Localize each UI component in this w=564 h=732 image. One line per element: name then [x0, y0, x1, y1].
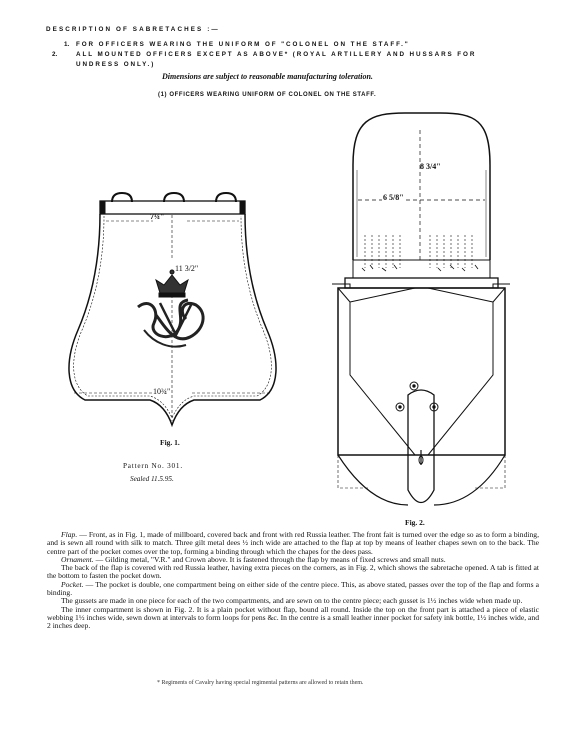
pattern-number: Pattern No. 301.: [123, 462, 183, 470]
section-subtitle: (1) OFFICERS WEARING UNIFORM OF COLONEL ON THE STAFF.: [158, 92, 377, 98]
dim-height: 11 3/2": [175, 264, 199, 273]
pocket-outline: [338, 288, 505, 455]
sealed-date: Sealed 11.5.95.: [130, 475, 174, 483]
paragraph-flap: Flap. — Front, as in Fig. 1, made of millboard, covered back and front with red Russia leather. The front fait is turned over the edge so as to form a binding, and is sewn all round with silk to match. Three gilt metal dees ½ inch wide are attached to the flap at top by means of leather chapes sewn on to the back. The centre part of the pocket comes over the top, forming a binding through which the chapes for the dees pass.: [47, 530, 539, 556]
list-item-1: 1. FOR OFFICERS WEARING THE UNIFORM OF "COLONEL ON THE STAFF.": [64, 41, 410, 48]
footnote: * Regiments of Cavalry having special regimental patterns are allowed to retain them.: [157, 680, 364, 686]
figure-2-drawing: [310, 110, 530, 520]
crown-icon: [156, 270, 188, 297]
paragraph-pocket: Pocket. — The pocket is double, one compartment being on either side of the centre piece. This, as above stated, passes over the top of the flap and forms a binding.: [47, 579, 539, 598]
paragraph-back: The back of the flap is covered with red Russia leather, having extra pieces on the corners, as in Fig. 2, which shows the sabretache opened. A tab is fitted at the bottom to fasten the pocket down.: [47, 563, 539, 581]
stitch-line: [74, 216, 272, 418]
dim-flap-height: 8 3/4": [420, 162, 441, 171]
dim-top-width: 7¼": [150, 212, 165, 221]
description-text: [47, 531, 539, 631]
paragraph-gussets: The gussets are made in one piece for each of the two compartments, and are sewn on to the centre piece; each gusset is 1½ inches wide when made up.: [61, 596, 523, 606]
pen-loops: [365, 235, 472, 268]
top-binding: [100, 201, 245, 214]
dim-bottom-width: 10¾": [153, 387, 171, 396]
list-item-2: 2. ALL MOUNTED OFFICERS EXCEPT AS ABOVE* (ROYAL ARTILLERY AND HUSSARS FOR UNDRESS ONLY.): [52, 51, 477, 68]
screw-heads: [396, 382, 438, 411]
flap-back-outline: [353, 113, 490, 260]
figure-1-caption: Fig. 1.: [160, 438, 180, 447]
elastic-webbing: [353, 260, 490, 278]
dim-flap-width: 6 5/8": [383, 193, 404, 202]
flap-outline: [69, 214, 276, 425]
item-list: [52, 40, 509, 70]
figure-2-caption: Fig. 2.: [405, 518, 425, 527]
paragraph-ornament: Ornament. — Gilding metal, "V.R." and Crown above. It is fastened through the flap by means of fixed screws and small nuts.: [61, 554, 446, 564]
page-heading: DESCRIPTION OF SABRETACHES :—: [46, 26, 220, 33]
vr-monogram-icon: [138, 300, 203, 347]
tolerance-note: Dimensions are subject to reasonable manufacturing toleration.: [162, 72, 373, 81]
paragraph-inner: The inner compartment is shown in Fig. 2. It is a plain pocket without flap, bound all round. Inside the top on the front part is attached a piece of elastic webbing 1½ inches wide, sewn down at intervals to form loops for pens &c. In the centre is a small leather inner pocket for safety ink bottle, 1½ inches wide, and 2 inches deep.: [47, 604, 539, 631]
figure-1-drawing: [60, 185, 285, 435]
